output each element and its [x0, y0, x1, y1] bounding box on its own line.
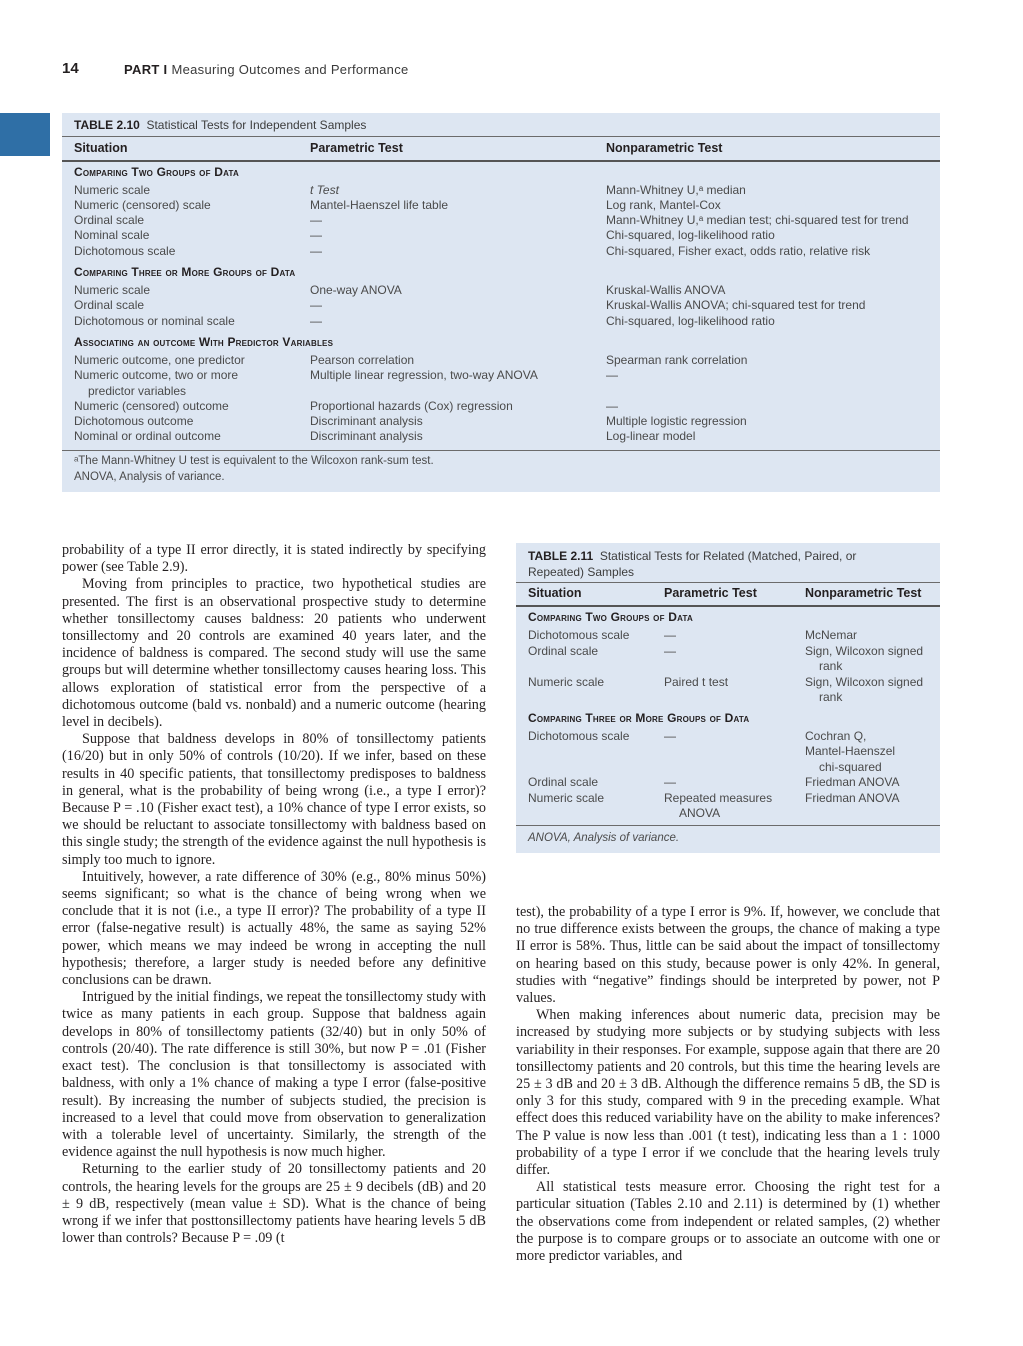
table-caption-text: Statistical Tests for Related (Matched, Paired, or	[599, 549, 857, 563]
paragraph: Intrigued by the initial findings, we repeat the tonsillectomy study with twice as many patients in each group. Suppose that baldness again develops in 80% of tonsillectomy patients (32/40) but in only 50% of controls (20/40). The rate difference is still 30%, but now P = .01 (Fisher exact test). The conclusion is that tonsillectomy is associated with baldness, with only a 1% chance of making a type I error (false-positive result). By increasing the number of subjects studied, the precision is increased to a level that could move from observation to generalization with a tolerable level of uncertainty. Similarly, the strength of the evidence against the null hypothesis is now much higher.	[62, 989, 486, 1161]
cell: —	[664, 644, 676, 658]
table-2-10	[62, 113, 940, 492]
cell: Numeric scale	[528, 675, 605, 689]
table-footnote: ᵃThe Mann-Whitney U test is equivalent to the Wilcoxon rank-sum test.	[74, 455, 434, 467]
cell: Numeric (censored) scale	[74, 198, 211, 212]
cell: Chi-squared, log-likelihood ratio	[606, 314, 775, 328]
cell: Chi-squared, Fisher exact, odds ratio, relative risk	[606, 244, 871, 258]
cell: —	[310, 298, 322, 312]
cell: Repeated measures	[664, 791, 773, 805]
cell: Numeric outcome, two or more	[74, 368, 239, 382]
cell: Pearson correlation	[310, 353, 415, 367]
paragraph: Intuitively, however, a rate difference of 30% (e.g., 80% minus 50%) seems significant; so what is the chance of being wrong when we conclude that it is not (i.e., a type II error)? The probability of a type II error (false-negative result) is actually 48%, the same as saying 52% power, which means we may indeed be wrong in accepting the null hypothesis; therefore, a larger study is needed before any definitive conclusions can be drawn.	[62, 868, 486, 989]
cell: Sign, Wilcoxon signed	[805, 644, 924, 658]
cell: Spearman rank correlation	[606, 353, 748, 367]
table-caption-text-2: Repeated) Samples	[528, 565, 635, 579]
cell: t Test	[310, 183, 339, 197]
table-label: TABLE 2.10	[74, 118, 140, 132]
cell: —	[310, 213, 322, 227]
cell: Mantel-Haenszel	[805, 744, 896, 758]
cell: —	[310, 244, 322, 258]
col-header-situation: Situation	[528, 586, 582, 600]
paragraph: All statistical tests measure error. Choosing the right test for a particular situation (Tables 2.10 and 2.11) is determined by (1) whether the observations come from independent or related samples, (2) whether the purpose is to compare groups or to associate an outcome with one or more predictor variables, and	[516, 1179, 940, 1265]
cell: McNemar	[805, 628, 858, 642]
cell: Mann-Whitney U,ᵃ median test; chi-squared test for trend	[606, 213, 909, 227]
cell: —	[310, 314, 322, 328]
paragraph: Returning to the earlier study of 20 tonsillectomy patients and 20 controls, the hearing levels for the groups are 25 ± 9 decibels (dB) and 20 ± 9 dB, respectively (mean value ± SD). What is the chance of being wrong if we infer that posttonsillectomy patients have hearing levels 5 dB lower than controls? Because P = .09 (t	[62, 1161, 486, 1247]
cell: Chi-squared, log-likelihood ratio	[606, 228, 775, 242]
col-header-nonparametric: Nonparametric Test	[606, 141, 723, 155]
cell: Cochran Q,	[805, 729, 867, 743]
paragraph: Moving from principles to practice, two hypothetical studies are presented. The first is an observational prospective study to determine whether tonsillectomy causes baldness: 20 patients who underwent tonsillectomy and 20 controls are examined 40 years later, and the incidence of baldness is compared. The second study will use the same groups but will determine whether tonsillectomy causes hearing loss. This allows exploration of statistical error from the perspective of a dichotomous outcome (bald vs. nonbald) and a numeric outcome (hearing level in decibels).	[62, 576, 486, 731]
paragraph: probability of a type II error directly, it is stated indirectly by specifying power (see Table 2.9).	[62, 542, 486, 576]
cell: Friedman ANOVA	[805, 791, 900, 805]
cell: Log-linear model	[606, 429, 696, 443]
cell: ANOVA	[679, 806, 721, 820]
body-column-left	[62, 542, 486, 1247]
cell: —	[606, 399, 618, 413]
table-2-11	[516, 543, 940, 853]
cell: Nominal or ordinal outcome	[74, 429, 221, 443]
cell: Nominal scale	[74, 228, 150, 242]
table-caption-text: Statistical Tests for Independent Samples	[146, 118, 367, 132]
col-header-parametric: Parametric Test	[664, 586, 757, 600]
cell: Kruskal-Wallis ANOVA	[606, 283, 726, 297]
cell: Ordinal scale	[74, 213, 145, 227]
cell: predictor variables	[88, 384, 187, 398]
paragraph: Suppose that baldness develops in 80% of tonsillectomy patients (16/20) but in only 50% of controls (10/20). If we infer, based on these results in 40 specific patients, that tonsillectomy predisposes to baldness in general, what is the probability of being wrong (i.e., a type I error)? Because P = .10 (Fisher exact test), a 10% chance of type I error exists, so we should be reluctant to associate tonsillectomy with baldness based on this single study; the strength of the evidence against the null hypothesis is simply too much to ignore.	[62, 731, 486, 868]
running-header	[124, 62, 409, 77]
cell: chi-squared	[819, 760, 882, 774]
cell: Sign, Wilcoxon signed	[805, 675, 924, 689]
cell: Kruskal-Wallis ANOVA; chi-squared test for trend	[606, 298, 866, 312]
table-footnote-abbr: ANOVA, Analysis of variance.	[74, 471, 225, 483]
cell: rank	[819, 690, 843, 704]
table-caption	[74, 118, 366, 132]
body-column-right	[516, 904, 940, 1265]
cell: Dichotomous scale	[74, 244, 176, 258]
page-number: 14	[62, 60, 79, 77]
cell: Discriminant analysis	[310, 414, 423, 428]
cell: —	[664, 775, 676, 789]
cell: rank	[819, 659, 843, 673]
table-label: TABLE 2.11	[528, 549, 594, 563]
col-header-parametric: Parametric Test	[310, 141, 403, 155]
cell: Numeric scale	[74, 283, 151, 297]
section-title: Comparing Three or More Groups of Data	[528, 711, 750, 725]
section-title: Comparing Three or More Groups of Data	[74, 265, 296, 279]
cell: Ordinal scale	[528, 775, 599, 789]
cell: Mann-Whitney U,ᵃ median	[606, 183, 746, 197]
cell: Ordinal scale	[74, 298, 145, 312]
cell: Multiple logistic regression	[606, 414, 747, 428]
cell: Mantel-Haenszel life table	[310, 198, 449, 212]
cell: —	[664, 628, 676, 642]
cell: Numeric scale	[528, 791, 605, 805]
section-title: Comparing Two Groups of Data	[528, 610, 693, 624]
cell: Friedman ANOVA	[805, 775, 900, 789]
section-title: Associating an outcome With Predictor Variables	[74, 335, 334, 349]
cell: Proportional hazards (Cox) regression	[310, 399, 513, 413]
cell: Multiple linear regression, two-way ANOVA	[310, 368, 538, 382]
table-footnote: ANOVA, Analysis of variance.	[528, 832, 680, 844]
cell: Numeric scale	[74, 183, 151, 197]
cell: Numeric outcome, one predictor	[74, 353, 245, 367]
cell: One-way ANOVA	[310, 283, 402, 297]
part-label: PART I	[124, 62, 168, 77]
section-title: Comparing Two Groups of Data	[74, 165, 239, 179]
cell: Dichotomous or nominal scale	[74, 314, 235, 328]
table-caption	[528, 548, 856, 580]
cell: Dichotomous scale	[528, 729, 630, 743]
cell: Dichotomous outcome	[74, 414, 194, 428]
cell: —	[310, 228, 322, 242]
cell: Log rank, Mantel-Cox	[606, 198, 721, 212]
cell: Dichotomous scale	[528, 628, 630, 642]
cell: —	[606, 368, 618, 382]
col-header-situation: Situation	[74, 141, 128, 155]
cell: Paired t test	[664, 675, 729, 689]
paragraph: test), the probability of a type I error is 9%. If, however, we conclude that no true difference exists between the groups, the chance of making a type II error is 58%. Thus, little can be said about the impact of tonsillectomy on hearing based on this study, because power is only 42%. In general, studies with “negative” findings should be interpreted by power, not P values.	[516, 904, 940, 1007]
cell: —	[664, 729, 676, 743]
part-title: Measuring Outcomes and Performance	[171, 62, 409, 77]
col-header-nonparametric: Nonparametric Test	[805, 586, 922, 600]
cell: Ordinal scale	[528, 644, 599, 658]
chapter-edge-tab	[0, 113, 50, 156]
paragraph: When making inferences about numeric data, precision may be increased by studying more subjects or by studying subjects with less variability in their responses. For example, suppose again that there are 20 tonsillectomy patients and 20 controls, but this time the hearing levels are 25 ± 3 dB and 20 ± 3 dB. Although the difference remains 5 dB, the SD is only 3 for this study, compared with 9 in the preceding example. What effect does this reduced variability have on the ability to make inferences? The P value is now less than .001 (t test), indicating less than a 1 : 1000 probability of a type I error if we conclude that the hearing levels truly differ.	[516, 1007, 940, 1179]
cell: Numeric (censored) outcome	[74, 399, 229, 413]
cell: Discriminant analysis	[310, 429, 423, 443]
